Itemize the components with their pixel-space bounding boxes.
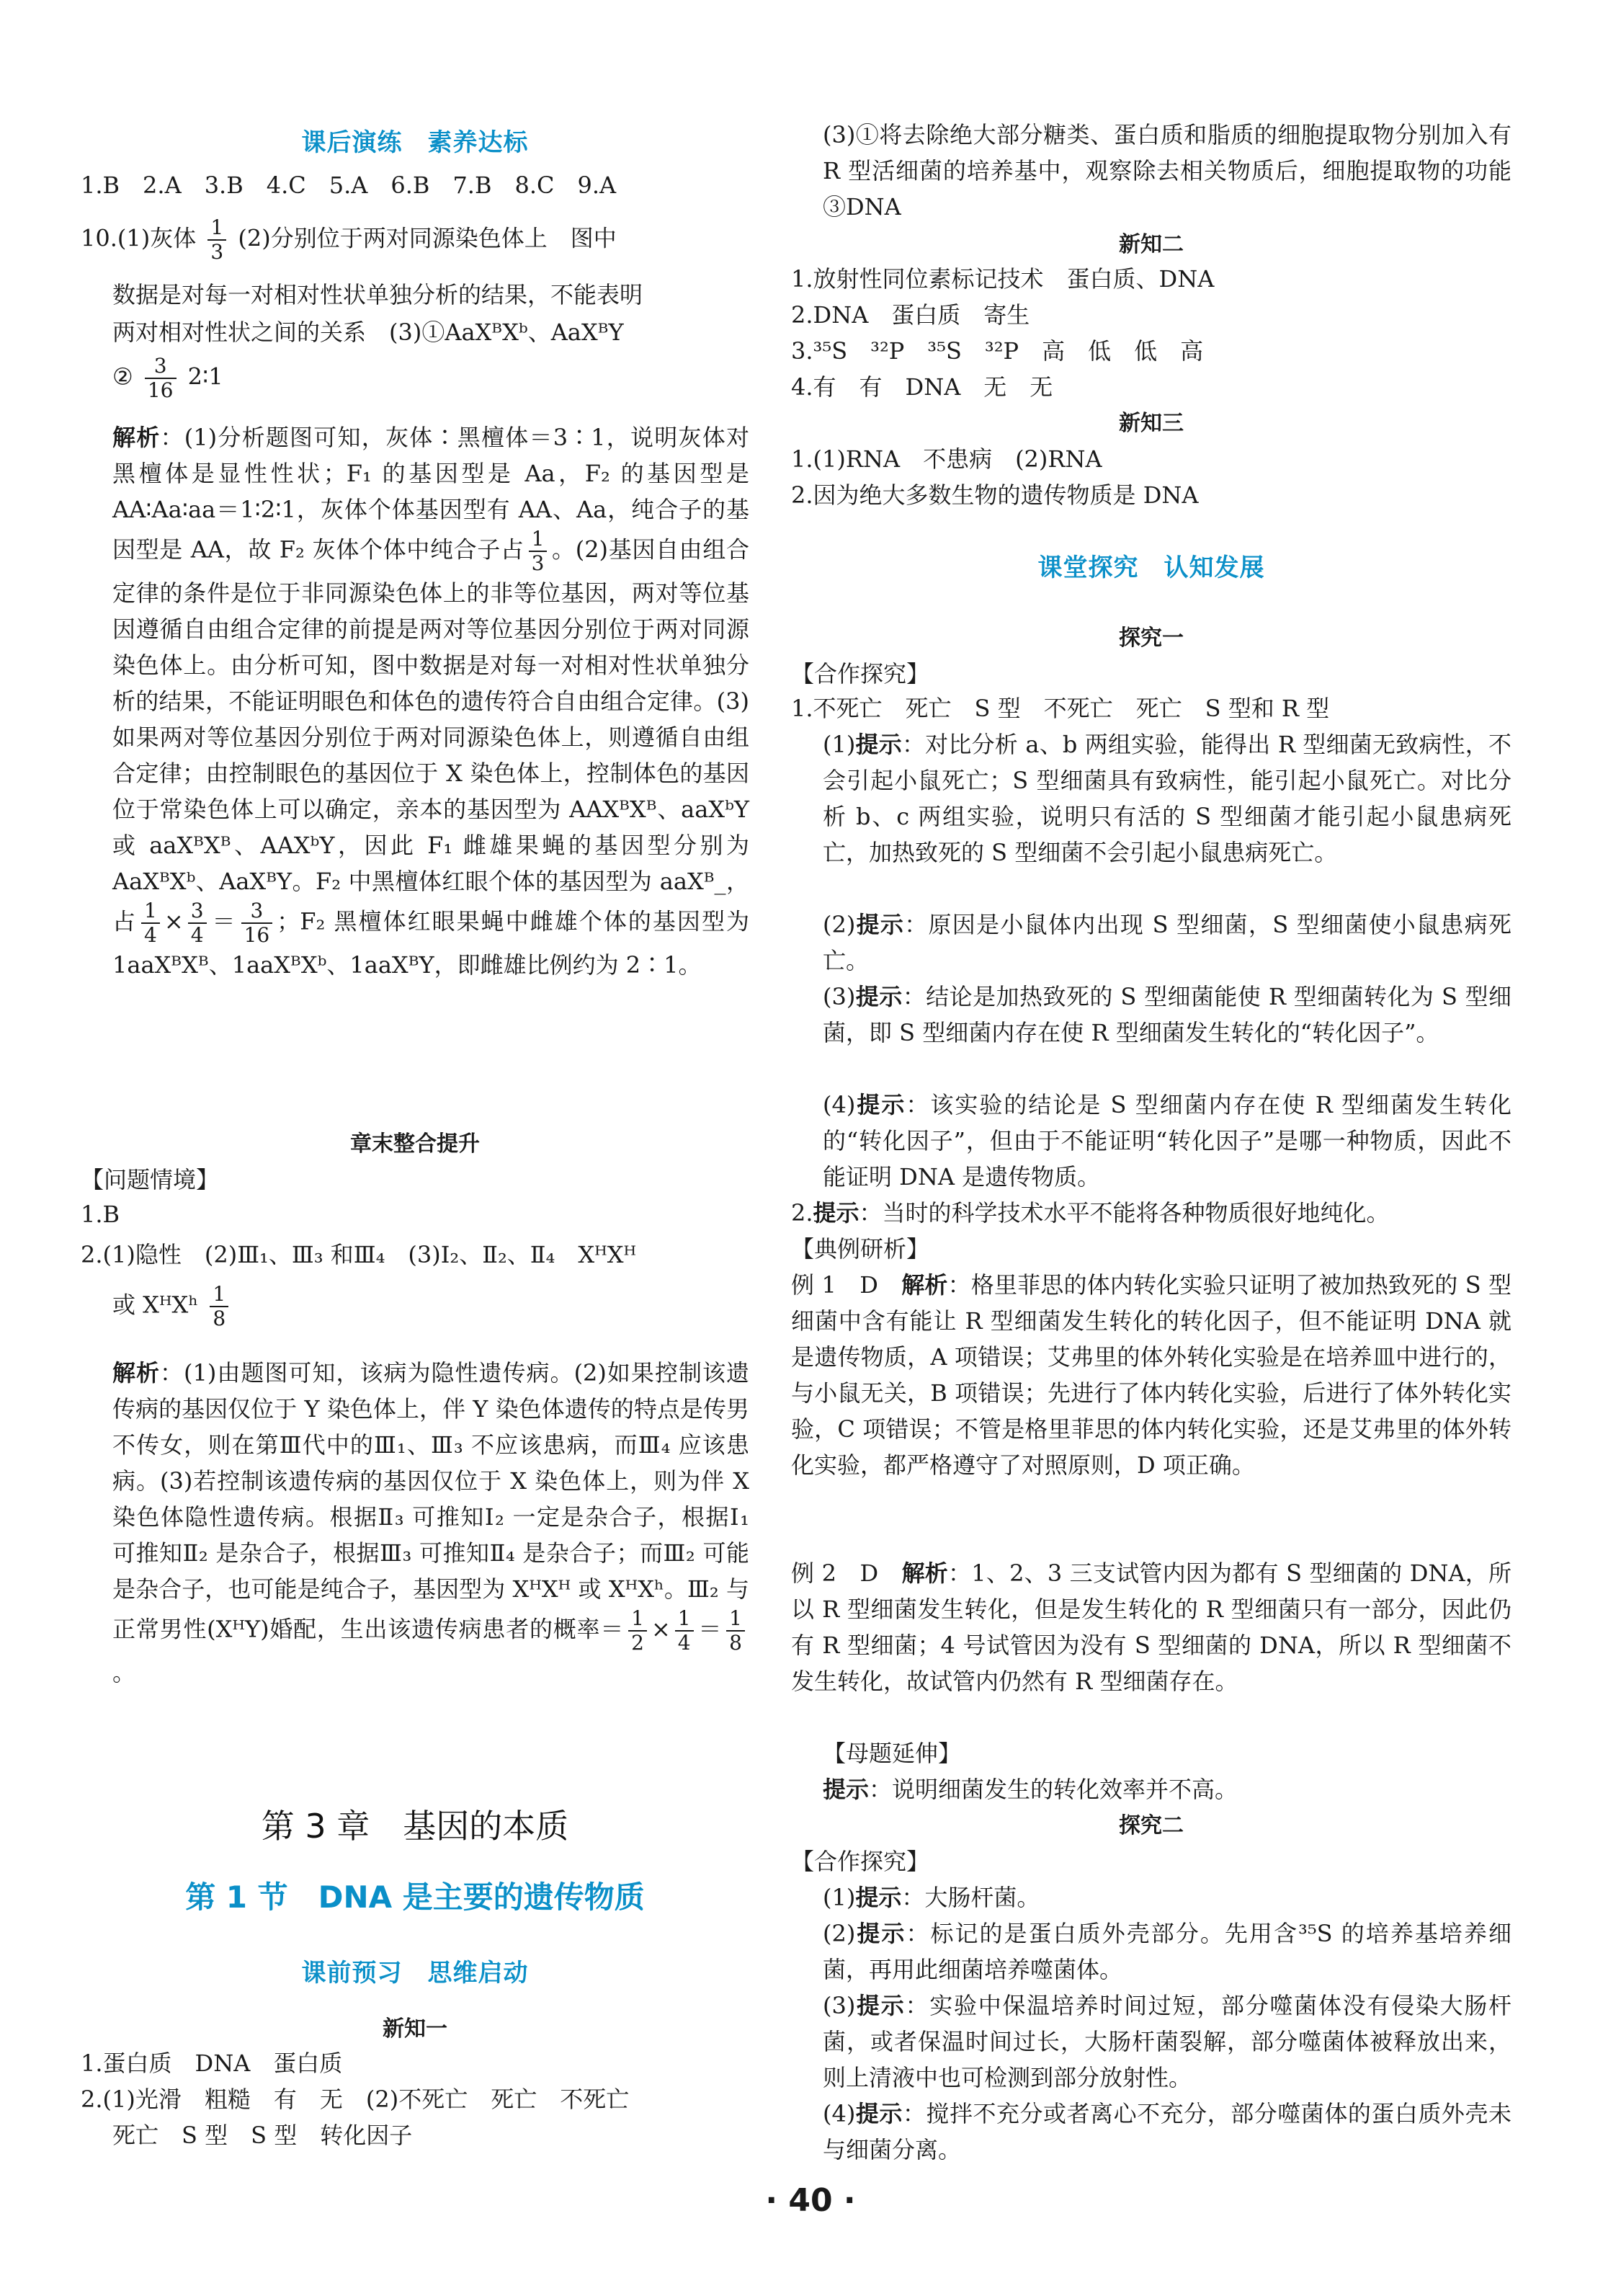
c2-hint-3: (3)提示：实验中保温培养时间过短，部分噬菌体没有侵染大肠杆菌，或者保温时间过长，大肠杆菌裂解，部分噬菌体被释放出来，则上清液中也可检测到部分放射性。 [823,1992,1511,2091]
fraction: $\frac{1}{3}$ [207,216,226,264]
new2-answer-1: 1.放射性同位素标记技术 蛋白质、DNA [791,265,1215,293]
extend-hint: 提示：说明细菌发生的转化效率并不高。 [823,1776,1238,1803]
new-knowledge-3: 新知三 [1119,411,1184,436]
fraction: $\frac{1}{4}$ [675,1607,694,1655]
explore-2-heading: 探究二 [1119,1813,1184,1838]
q10-line3: 两对相对性状之间的关系 (3)①AaXᴮXᵇ、AaXᴮY [112,319,624,346]
chapter-summary-heading: 章末整合提升 [350,1131,480,1157]
coop-heading-1: 【合作探究】 [791,660,930,688]
analysis-1: 解析：(1)分析题图可知，灰体∶黑檀体＝3∶1，说明灰体对黑檀体是显性性状；F₁ 的基因型是 Aa，F₂ 的基因型是 AA∶Aa∶aa＝1∶2∶1，灰体个体基因型有 AA、Aa，纯合子的基因型是 AA，故 F₂ 灰体个体中纯合子占 $\frac{1}{3}$ 。(2)基因自由组合定律的条件是位于非同源染色体上的非等位基因，两对等位基因遵循自由组合定律的前提是两对等位基因分别位于两对同源染色体上。由分析可知，图中数据是对每一对相对性状单独分析的结果，不能证明眼色和体色的遗传符合自由组合定律。(3)如果两对等位基因分别位于两对同源染色体上，则遵循自由组合定律；由控制眼色的基因位于 X 染色体上，控制体色的基因位于常染色体上可以确定，亲本的基因型为 AAXᴮXᴮ、aaXᵇY 或 aaXᴮXᴮ、AAXᵇY，因此 F₁ 雌雄果蝇的基因型分别为 AaXᴮXᵇ、AaXᴮY。F₂ 中黑檀体红眼个体的基因型为 aaXᴮ_，占 $\frac{1}{4}$ × $\frac{3}{4}$ ＝ $\frac{3}{16}$ ；F₂ 黑檀体红眼果蝇中雌雄个体的基因型为 1aaXᴮXᴮ、1aaXᴮXᵇ、1aaXᴮY，即雌雄比例约为 2∶1。 [112,424,749,979]
new1-answer-2a: 2.(1)光滑 粗糙 有 无 (2)不死亡 死亡 不死亡 [81,2086,630,2113]
q10-line1: 10.(1)灰体 $\frac{1}{3}$ (2)分别位于两对同源染色体上 图中 [81,215,617,264]
c2-hint-2: (2)提示：标记的是蛋白质外壳部分。先用含³⁵S 的培养基培养细菌，再用此细菌培养噬菌体。 [823,1920,1511,1983]
hint-label: 提示 [855,1091,906,1118]
fraction: $\frac{3}{4}$ [188,899,207,947]
c2-hint-1: (1)提示：大肠杆菌。 [823,1884,1040,1911]
c1-hint-2: (2)提示：原因是小鼠体内出现 S 型细菌，S 型细菌使小鼠患病死亡。 [823,911,1511,974]
new2-answer-4: 4.有 有 DNA 无 无 [791,373,1053,401]
fraction: $\frac{3}{16}$ [241,899,273,947]
hint-label: 提示 [855,2100,903,2127]
heading-class-explore: 课堂探究 认知发展 [1037,553,1265,582]
new3-answer-2: 2.因为绝大多数生物的遗传物质是 DNA [791,481,1199,509]
analysis-label: 解析 [901,1559,949,1587]
new-knowledge-2: 新知二 [1119,232,1184,257]
analysis-label: 解析 [112,1359,161,1387]
problem-context-heading: 【问题情境】 [81,1166,220,1193]
q10-line4: ② $\frac{3}{16}$ 2∶1 [112,354,223,402]
pc-answer-2: 2.(1)隐性 (2)Ⅲ₁、Ⅲ₃ 和Ⅲ₄ (3)Ⅰ₂、Ⅱ₂、Ⅱ₄ XᴴXᴴ [81,1241,637,1268]
example-2: 例 2 D 解析：1、2、3 三支试管内因为都有 S 型细菌的 DNA，所以 R 型细菌发生转化，但是发生转化的 R 型细菌只有一部分，因此仍有 R 型细菌；4 号试管因为没有 S 型细菌的 DNA，所以 R 型细菌不发生转化，故试管内仍然有 R 型细菌存在。 [791,1559,1511,1695]
typical-heading: 【典例研析】 [791,1235,930,1263]
pc-answer-1: 1.B [81,1201,120,1228]
q10-line2: 数据是对每一对相对性状单独分析的结果，不能表明 [112,281,643,308]
fraction: $\frac{1}{3}$ [529,528,548,575]
hint-label: 提示 [813,1199,859,1227]
fraction: $\frac{1}{2}$ [628,1607,647,1655]
c1-hint-4: (4)提示：该实验的结论是 S 型细菌内存在使 R 型细菌发生转化的“转化因子”，但由于不能证明“转化因子”是哪一种物质，因此不能证明 DNA 是遗传物质。 [823,1091,1511,1191]
analysis-2: 解析：(1)由题图可知，该病为隐性遗传病。(2)如果控制该遗传病的基因仅位于 Y 染色体上，伴 Y 染色体遗传的特点是传男不传女，则在第Ⅲ代中的Ⅲ₁、Ⅲ₃ 不应该患病，而Ⅲ₄ 应该患病。(3)若控制该遗传病的基因仅位于 X 染色体上，则为伴 X 染色体隐性遗传病。根据Ⅱ₃ 可推知Ⅰ₂ 一定是杂合子，根据Ⅰ₁ 可推知Ⅱ₂ 是杂合子，根据Ⅲ₃ 可推知Ⅱ₄ 是杂合子；而Ⅲ₂ 可能是杂合子，也可能是纯合子，基因型为 XᴴXᴴ 或 XᴴXʰ。Ⅲ₂ 与正常男性(XᴴY)婚配，生出该遗传病患者的概率＝ $\frac{1}{2}$ × $\frac{1}{4}$ ＝ $\frac{1}{8}$ 。 [112,1359,749,1686]
heading-after-class-practice: 课后演练 素养达标 [301,128,529,157]
new1-answer-1: 1.蛋白质 DNA 蛋白质 [81,2050,343,2077]
hint-label: 提示 [855,911,905,938]
c1-hint-3: (3)提示：结论是加热致死的 S 型细菌能使 R 型细菌转化为 S 型细菌，即 S 型细菌内存在使 R 型细菌发生转化的“转化因子”。 [823,983,1511,1046]
fraction: $\frac{1}{4}$ [141,899,160,947]
hint-label: 提示 [855,983,903,1010]
coop-heading-2: 【合作探究】 [791,1848,930,1875]
fraction: $\frac{1}{8}$ [210,1283,228,1330]
analysis-label: 解析 [901,1271,948,1299]
hint-label: 提示 [823,1776,870,1803]
heading-preview: 课前预习 思维启动 [301,1959,529,1988]
new2-answer-3: 3.³⁵S ³²P ³⁵S ³²P 高 低 低 高 [791,337,1204,365]
page-number: · 40 · [765,2182,856,2219]
chapter-title: 第 3 章 基因的本质 [261,1807,569,1846]
extend-heading: 【母题延伸】 [823,1740,962,1767]
answers-1-9: 1.B 2.A 3.B 4.C 5.A 6.B 7.B 8.C 9.A [81,172,617,199]
c1-answer-1: 1.不死亡 死亡 S 型 不死亡 死亡 S 型和 R 型 [791,695,1330,722]
analysis-label: 解析 [112,424,161,451]
c1-hint-1: (1)提示：对比分析 a、b 两组实验，能得出 R 型细菌无致病性，不会引起小鼠死亡；S 型细菌具有致病性，能引起小鼠死亡。对比分析 b、c 两组实验，说明只有活的 S 型细菌才能引起小鼠患病死亡，加热致死的 S 型细菌不会引起小鼠患病死亡。 [823,731,1511,866]
hint-label: 提示 [855,1920,906,1947]
hint-label: 提示 [855,731,902,758]
new1-answer-2b: 死亡 S 型 S 型 转化因子 [112,2122,413,2149]
c2-hint-4: (4)提示：搅拌不充分或者离心不充分，部分噬菌体的蛋白质外壳未与细菌分离。 [823,2100,1511,2163]
section-title: 第 1 节 DNA 是主要的遗传物质 [185,1879,645,1915]
fraction: $\frac{3}{16}$ [145,355,177,402]
fraction: $\frac{1}{8}$ [726,1607,745,1655]
hint-label: 提示 [855,1992,906,2019]
new-knowledge-1: 新知一 [383,2016,447,2042]
pc-answer-2b: 或 XᴴXʰ $\frac{1}{8}$ [81,1283,749,1330]
new3-answer-1: 1.(1)RNA 不患病 (2)RNA [791,445,1102,473]
new2-answer-2: 2.DNA 蛋白质 寄生 [791,301,1030,329]
hint-label: 提示 [855,1884,902,1911]
r1-paragraph: (3)①将去除绝大部分糖类、蛋白质和脂质的细胞提取物分别加入有 R 型活细菌的培养基中，观察除去相关物质后，细胞提取物的功能 ③DNA [823,121,1535,221]
explore-1-heading: 探究一 [1119,626,1184,651]
c1-hint-5: 2.提示：当时的科学技术水平不能将各种物质很好地纯化。 [791,1199,1390,1227]
example-1: 例 1 D 解析：格里菲思的体内转化实验只证明了被加热致死的 S 型细菌中含有能让 R 型细菌发生转化的转化因子，但不能证明 DNA 就是遗传物质，A 项错误；艾弗里的体外转化实验是在培养皿中进行的，与小鼠无关，B 项错误；先进行了体内转化实验，后进行了体外转化实验，C 项错误；不管是格里菲思的体内转化实验，还是艾弗里的体外转化实验，都严格遵守了对照原则，D 项正确。 [791,1271,1511,1479]
